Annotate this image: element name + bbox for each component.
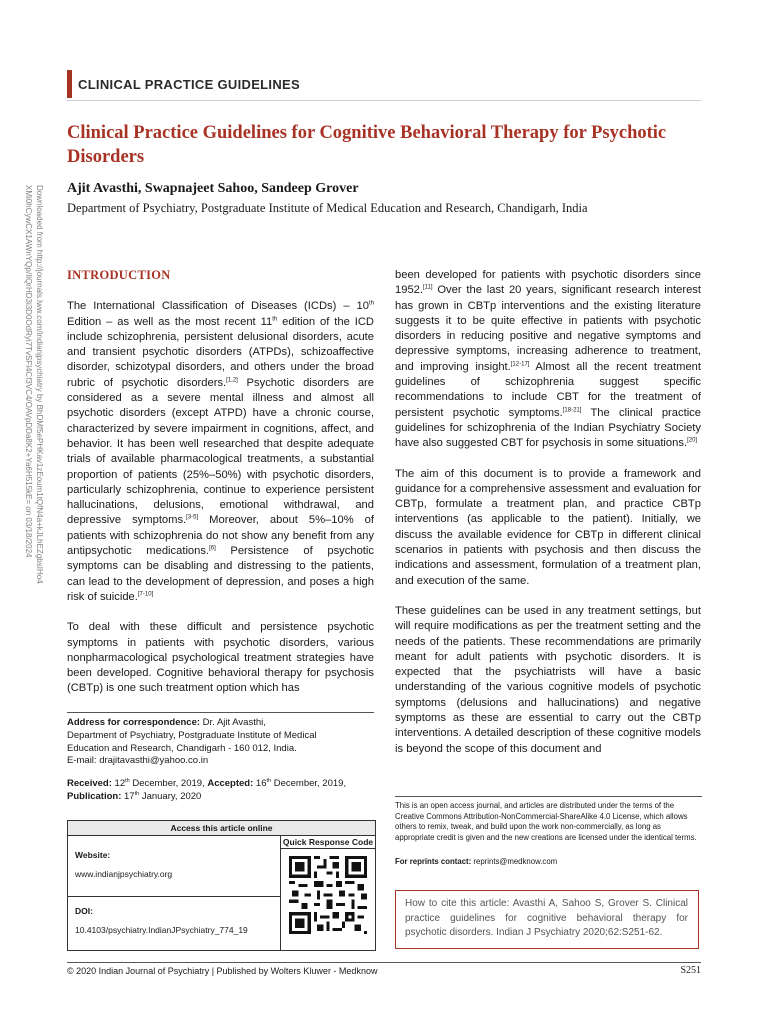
license-block	[395, 796, 702, 868]
right-column	[395, 268, 701, 772]
qr-panel	[281, 836, 375, 950]
intro-paragraph-4: The aim of this document is to provide a framework and guidance for a comprehensive assessment and evaluation for CBTp, formulate a treatment plan, and practice CBTp interventions (as applicable to the patient). Initially, we discuss the available evidence for CBTp in different clinical scenarios in patients with psychosis and then discuss the indications and assessment, formulation of a treatment plan, and execution of the same.	[395, 467, 701, 587]
access-header: Access this article online	[68, 821, 375, 836]
correspondence-name: Dr. Ajit Avasthi,	[200, 717, 266, 728]
header-rule	[67, 100, 701, 101]
citation-ref[interactable]: [18-21]	[562, 406, 582, 413]
left-column	[67, 268, 374, 712]
watermark-line-2: XMi0hCywCX1AWnYQp/IlQrHD3i3D0OdRyi7TvSFl4Cf3VC4/OAVpDDa8K2+Ya6H515kE= on 03/18/2024	[24, 185, 33, 558]
watermark-line-1: Downloaded from http://journals.lww.com/indianjpsychiatry by BhDMf5ePHKav1zEoum1tQfN4a+kJLhEZgbsIHo4	[35, 185, 44, 584]
intro-paragraph-5: These guidelines can be used in any treatment settings, but will require modifications as per the treatment setting and the needs of the patients. These recommendations are primarily meant for adult patients with psychotic disorders. It is expected that the psychiatrists will have a basic understanding of the various cognitive models of psychotic symptoms (delusions and hallucinations) and negative symptoms as these are essential to carry out the CBTp interventions. A detailed description of these cognitive models is beyond the scope of this document and	[395, 604, 701, 755]
license-text: This is an open access journal, and articles are distributed under the terms of the Creative Commons Attribution-NonCommercial-ShareAlike 4.0 License, which allows others to remix, tweak, and build upon the work non-commercially, as long as appropriate credit is given and the new creations are licensed under the identical terms.	[395, 801, 697, 842]
citation-ref[interactable]: [11]	[423, 284, 433, 291]
correspondence-block: Address for correspondence: Dr. Ajit Avasthi, Department of Psychiatry, Postgraduate Institute of Medical Education and Research, Chandigarh - 160 012, India. E-mail: drajitavasthi@yahoo.co.in Received: 12th December, 2019, Accepted: 16th December, 2019, Publication: 17th January, 2020	[67, 712, 374, 814]
citation-ref[interactable]: [6]	[209, 545, 216, 552]
cite-box: How to cite this article: Avasthi A, Sahoo S, Grover S. Clinical practice guidelines for cognitive behavioral therapy for psychotic disorders. Indian J Psychiatry 2020;62:S251-62.	[395, 890, 699, 949]
doi-link[interactable]: 10.4103/psychiatry.IndianJPsychiatry_774_19	[75, 925, 248, 935]
citation-ref[interactable]: [1,2]	[226, 377, 238, 384]
citation-ref[interactable]: [12-17]	[510, 361, 530, 368]
intro-paragraph-2: To deal with these difficult and persistence psychotic symptoms in patients with psychotic disorders, various nonpharmacological psychological treatment strategies have been developed. Cognitive behavioral therapy for psychosis (CBTp) is one such treatment option which has	[67, 621, 374, 695]
citation-ref[interactable]: [3-5]	[186, 514, 199, 521]
website-label: Website:	[75, 850, 111, 860]
access-box	[67, 820, 376, 951]
doi-label: DOI:	[75, 906, 93, 916]
citation-ref[interactable]: [7-10]	[137, 591, 154, 598]
qr-code-icon[interactable]	[289, 856, 367, 934]
section-tag	[67, 70, 300, 98]
section-tag-bar	[67, 70, 72, 98]
reprints-email[interactable]: reprints@medknow.com	[471, 857, 558, 866]
website-link[interactable]: www.indianjpsychiatry.org	[75, 869, 173, 879]
download-watermark	[25, 185, 65, 645]
article-affiliation: Department of Psychiatry, Postgraduate Institute of Medical Education and Research, Chandigarh, India	[67, 201, 588, 215]
section-label: CLINICAL PRACTICE GUIDELINES	[78, 76, 300, 92]
article-authors: Ajit Avasthi, Swapnajeet Sahoo, Sandeep Grover	[67, 181, 359, 196]
correspondence-email[interactable]: E-mail: drajitavasthi@yahoo.co.in	[67, 755, 209, 767]
reprints-line: For reprints contact: reprints@medknow.com	[395, 857, 558, 866]
footer-rule	[67, 962, 701, 963]
introduction-heading: INTRODUCTION	[67, 268, 171, 282]
intro-paragraph-3: been developed for patients with psychotic disorders since 1952.[11] Over the last 20 years, significant research interest has grown in CBTp interventions and the existing literature suggests it to be quite effective in patients with psychotic disorders in reducing positive and negative symptoms and depressive symptoms, increasing adherence to treatment, and improving insight.[12-17] Almost all the recent treatment guidelines of schizophrenia suggest specific recommendations to include CBT for the treatment of persistent psychotic symptoms.[18-21] The clinical practice guidelines for schizophrenia of the Indian Psychiatry Society have also suggested CBT for psychosis in some situations.[20]	[395, 269, 701, 450]
article-dates: Received: 12th December, 2019, Accepted: 16th December, 2019, Publication: 17th January, 2020	[67, 778, 347, 802]
article-title: Clinical Practice Guidelines for Cognitive Behavioral Therapy for Psychotic Disorders	[67, 123, 667, 167]
correspondence-label: Address for correspondence:	[67, 717, 201, 728]
access-info	[68, 836, 281, 950]
qr-header: Quick Response Code	[282, 837, 374, 847]
citation-ref[interactable]: [20]	[687, 437, 698, 444]
intro-paragraph-1: The International Classification of Diseases (ICDs) – 10th Edition – as well as the most recent 11th edition of the ICD include schizophrenia, persistent delusional disorders, acute and transient psychotic disorders (ATPDs), schizoaffective disorder, schizotypal disorders, and others under the broad rubric of psychotic disorders.[1,2] Psychotic disorders are considered as a severe mental illness and almost all psychotic disorders (except ATPD) have a chronic course, characterized by severe impairment in cognitions, affect, and behavior. It has been well researched that despite adequate trials of available pharmacological treatments, a substantial proportion of patients (25%–50%) with psychotic disorders, particularly schizophrenia, continue to experience persistent hallucinations, delusions, emotional withdrawal, and depressive symptoms.[3-5] Moreover, about 5%–10% of patients with schizophrenia do not show any benefit from any antipsychotic medications.[6] Persistence of psychotic symptoms can be disabling and distressing to the patients, can lead to the development of depression, and poses a high risk of suicide.[7-10]	[67, 300, 374, 603]
footer-copyright: © 2020 Indian Journal of Psychiatry | Published by Wolters Kluwer - Medknow	[67, 966, 378, 976]
page-number: S251	[680, 965, 701, 976]
